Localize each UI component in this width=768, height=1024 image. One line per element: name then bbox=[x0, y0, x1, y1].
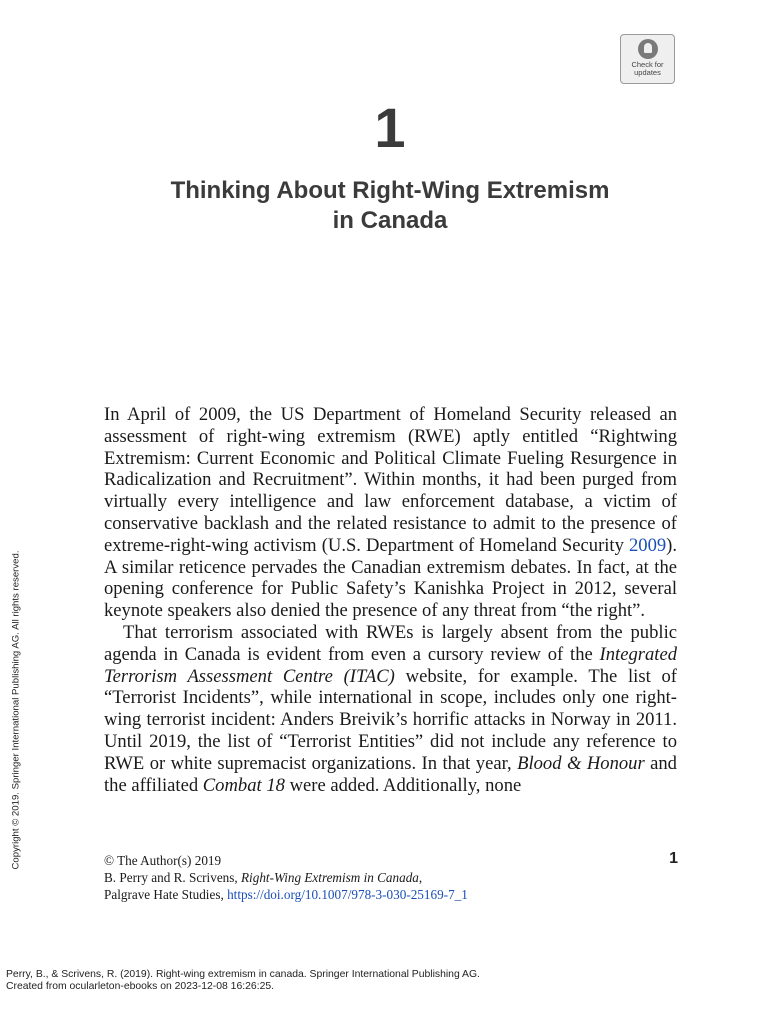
citation-line-1: Perry, B., & Scrivens, R. (2019). Right-wing extremism in canada. Springer International Publishing AG. bbox=[6, 969, 480, 980]
blood-honour-name: Blood & Honour bbox=[517, 752, 645, 774]
paragraph-2: That terrorism associated with RWEs is largely absent from the public agenda in Canada is evident from even a cursory review of the Integrated Terrorism Assessment Centre (ITAC) website, for example. The list of “Terrorist Incidents”, while international in scope, includes only one right-wing terrorist incident: Anders Breivik’s horrific attacks in Norway in 2011. Until 2019, the list of “Terrorist Entities” did not include any reference to RWE or white supremacist organizations. In that year, Blood & Honour and the affiliated Combat 18 were added. Additionally, none bbox=[104, 621, 677, 796]
chapter-footer-metadata bbox=[104, 852, 584, 903]
bookmark-icon bbox=[638, 39, 658, 59]
footer-authors: B. Perry and R. Scrivens, Right-Wing Extremism in Canada, bbox=[104, 870, 423, 885]
chapter-title bbox=[100, 176, 680, 236]
footer-series: Palgrave Hate Studies, https://doi.org/10.1007/978-3-030-25169-7_1 bbox=[104, 887, 468, 902]
check-for-updates-badge[interactable] bbox=[620, 34, 675, 84]
citation-footer bbox=[6, 969, 480, 993]
citation-line-2: Created from ocularleton-ebooks on 2023-12-08 16:26:25. bbox=[6, 981, 275, 992]
book-title: Right-Wing Extremism in Canada bbox=[241, 870, 419, 885]
chapter-number: 1 bbox=[374, 96, 406, 159]
side-copyright-notice: Copyright © 2019. Springer International Publishing AG. All rights reserved. bbox=[10, 550, 22, 870]
chapter-title-line-2: in Canada bbox=[332, 207, 448, 234]
doi-link[interactable]: https://doi.org/10.1007/978-3-030-25169-7_1 bbox=[227, 887, 468, 902]
footer-copyright: © The Author(s) 2019 bbox=[104, 853, 222, 868]
paragraph-1: In April of 2009, the US Department of Homeland Security released an assessment of right-wing extremism (RWE) aptly entitled “Rightwing Extremism: Current Economic and Political Climate Fueling Resurgence in Radicalization and Recruitment”. Within months, it had been purged from virtually every intelligence and law enforcement database, a victim of conservative backlash and the related resistance to admit to the presence of extreme-right-wing activism (U.S. Department of Homeland Security 2009). A similar reticence pervades the Canadian extremism debates. In fact, at the opening conference for Public Safety’s Kanishka Project in 2012, several keynote speakers also denied the presence of any threat from “the right”. bbox=[104, 404, 677, 622]
badge-label: Check for updates bbox=[631, 60, 664, 77]
page-number: 1 bbox=[669, 850, 678, 867]
itac-name: Integrated Terrorism Assessment Centre (ITAC) bbox=[104, 643, 677, 687]
chapter-title-line-1: Thinking About Right-Wing Extremism bbox=[170, 177, 610, 204]
combat-18-name: Combat 18 bbox=[202, 774, 285, 796]
citation-link-2009[interactable]: 2009 bbox=[628, 534, 667, 556]
body-text bbox=[104, 404, 677, 796]
